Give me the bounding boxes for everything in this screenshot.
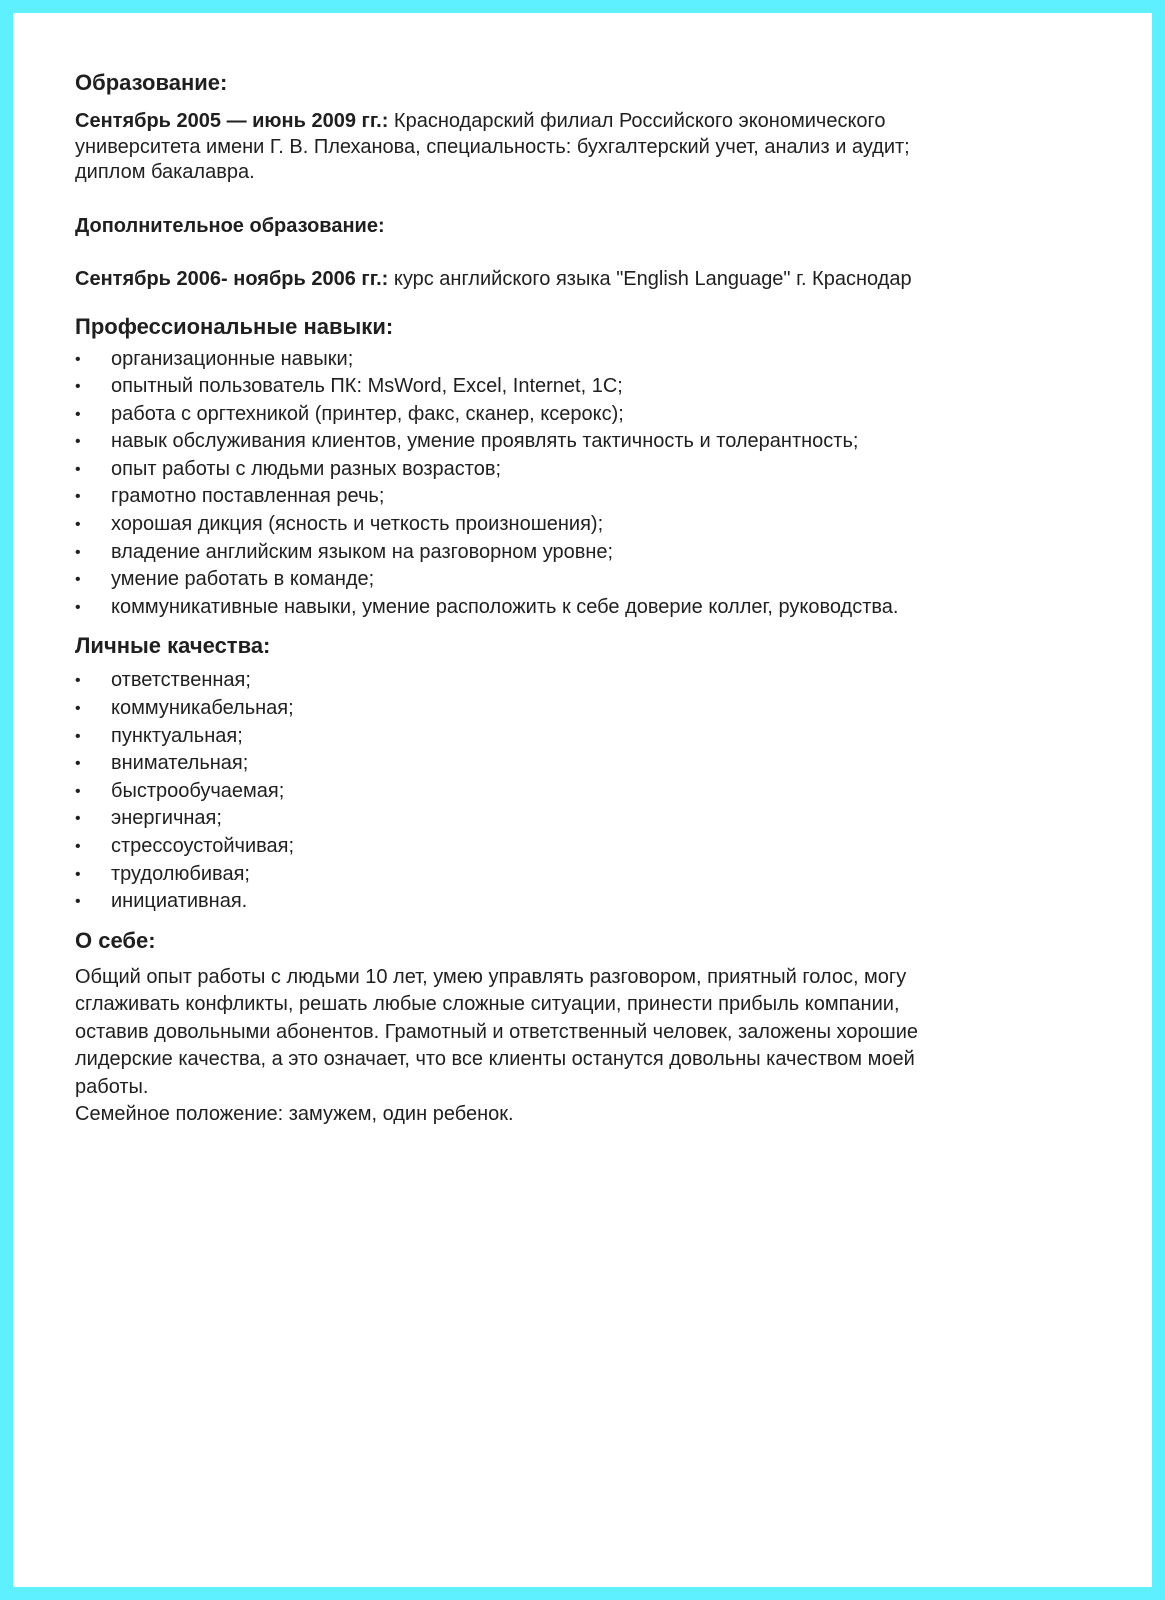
bullet-icon: • — [75, 755, 81, 773]
quality-list-item — [75, 833, 1090, 861]
bullet-icon: • — [75, 782, 81, 800]
quality-list-item-text: трудолюбивая; — [111, 862, 250, 885]
skill-list-item — [75, 539, 1090, 567]
skill-list-item-text: хорошая дикция (ясность и четкость произношения); — [111, 513, 604, 536]
bullet-icon: • — [75, 838, 81, 855]
education-entry-text-2: университета имени Г. В. Плеханова, специальность: бухгалтерский учет, анализ и аудит; — [75, 135, 910, 158]
bullet-icon: • — [75, 433, 81, 451]
skill-list-item-text: коммуникативные навыки, умение расположить к себе доверие коллег, руководства. — [111, 595, 899, 618]
quality-list-item — [75, 695, 1090, 723]
quality-list-item — [75, 723, 1090, 751]
skill-list-item-text: навык обслуживания клиентов, умение проявлять тактичность и толерантность; — [111, 430, 859, 453]
skill-list-item — [75, 483, 1090, 511]
bullet-icon: • — [75, 378, 81, 396]
skill-list-item-text: опытный пользователь ПК: MsWord, Excel, Internet, 1C; — [111, 375, 623, 398]
bullet-icon: • — [75, 543, 81, 561]
bullet-icon: • — [75, 405, 81, 423]
bullet-icon: • — [75, 893, 81, 911]
personal-qualities-list — [75, 667, 1090, 915]
bullet-icon: • — [75, 700, 81, 718]
education-entry-date: Сентябрь 2005 — июнь 2009 гг.: — [75, 110, 389, 132]
quality-list-item-text: внимательная; — [111, 752, 249, 775]
about-line: лидерские качества, а это означает, что все клиенты останутся довольны качеством моей — [75, 1048, 915, 1071]
about-title: О себе: — [75, 927, 156, 953]
additional-education-title — [75, 214, 1090, 240]
quality-list-item-text: ответственная; — [111, 669, 251, 692]
skill-list-item — [75, 401, 1090, 429]
bullet-icon: • — [75, 672, 81, 690]
bullet-icon: • — [75, 460, 81, 478]
skill-list-item — [75, 594, 1090, 622]
skill-list-item — [75, 346, 1090, 374]
quality-list-item-text: быстрообучаемая; — [111, 779, 285, 802]
skill-list-item — [75, 511, 1090, 539]
quality-list-item — [75, 750, 1090, 778]
quality-list-item-text: стрессоустойчивая; — [111, 835, 295, 857]
about-line: Общий опыт работы с людьми 10 лет, умею управлять разговором, приятный голос, могу — [75, 965, 907, 988]
bullet-icon: • — [75, 865, 81, 883]
bullet-icon: • — [75, 810, 81, 828]
skill-list-item-text: владение английским языком на разговорном уровне; — [111, 540, 614, 563]
skill-list-item-text: грамотно поставленная речь; — [111, 485, 385, 508]
additional-education-date: Сентябрь 2006- ноябрь 2006 гг.: — [75, 268, 389, 290]
quality-list-item-text: пунктуальная; — [111, 724, 243, 747]
quality-list-item-text: коммуникабельная; — [111, 697, 294, 720]
skill-list-item — [75, 373, 1090, 401]
skill-list-item — [75, 566, 1090, 594]
quality-list-item — [75, 778, 1090, 806]
skill-list-item — [75, 428, 1090, 456]
professional-skills-title: Профессиональные навыки: — [75, 313, 394, 339]
quality-list-item — [75, 805, 1090, 833]
bullet-icon: • — [75, 516, 81, 534]
about-line: сглаживать конфликты, решать любые сложные ситуации, принести прибыль компании, — [75, 993, 900, 1016]
about-line: оставив довольными абонентов. Грамотный и ответственный человек, заложены хорошие — [75, 1020, 919, 1043]
quality-list-item — [75, 888, 1090, 916]
quality-list-item — [75, 861, 1090, 889]
skill-list-item-text: организационные навыки; — [111, 347, 354, 370]
additional-education-entry — [75, 267, 1090, 293]
bullet-icon: • — [75, 598, 81, 616]
additional-education-text: курс английского языка "English Language" г. Краснодар — [388, 268, 912, 290]
bullet-icon: • — [75, 488, 81, 506]
skill-list-item — [75, 456, 1090, 484]
skill-list-item-text: работа с оргтехникой (принтер, факс, сканер, ксерокс); — [111, 402, 624, 425]
education-title: Образование: — [75, 70, 228, 95]
resume-page — [13, 13, 1152, 1587]
about-text — [75, 964, 1090, 1129]
education-entry — [75, 109, 1090, 186]
bullet-icon: • — [75, 571, 81, 589]
bullet-icon: • — [75, 727, 81, 745]
about-line: работы. — [75, 1075, 149, 1098]
professional-skills-list — [75, 346, 1090, 622]
education-entry-text-3: диплом бакалавра. — [75, 161, 255, 183]
education-entry-text-1: Краснодарский филиал Российского экономического — [388, 110, 886, 132]
additional-education-title-text: Дополнительное образование: — [75, 214, 385, 237]
quality-list-item-text: энергичная; — [111, 807, 222, 830]
skill-list-item-text: умение работать в команде; — [111, 568, 375, 591]
about-line: Семейное положение: замужем, один ребенок. — [75, 1103, 514, 1126]
quality-list-item — [75, 667, 1090, 695]
quality-list-item-text: инициативная. — [111, 890, 248, 913]
skill-list-item-text: опыт работы с людьми разных возрастов; — [111, 457, 501, 480]
bullet-icon: • — [75, 350, 81, 368]
personal-qualities-title: Личные качества: — [75, 633, 271, 659]
